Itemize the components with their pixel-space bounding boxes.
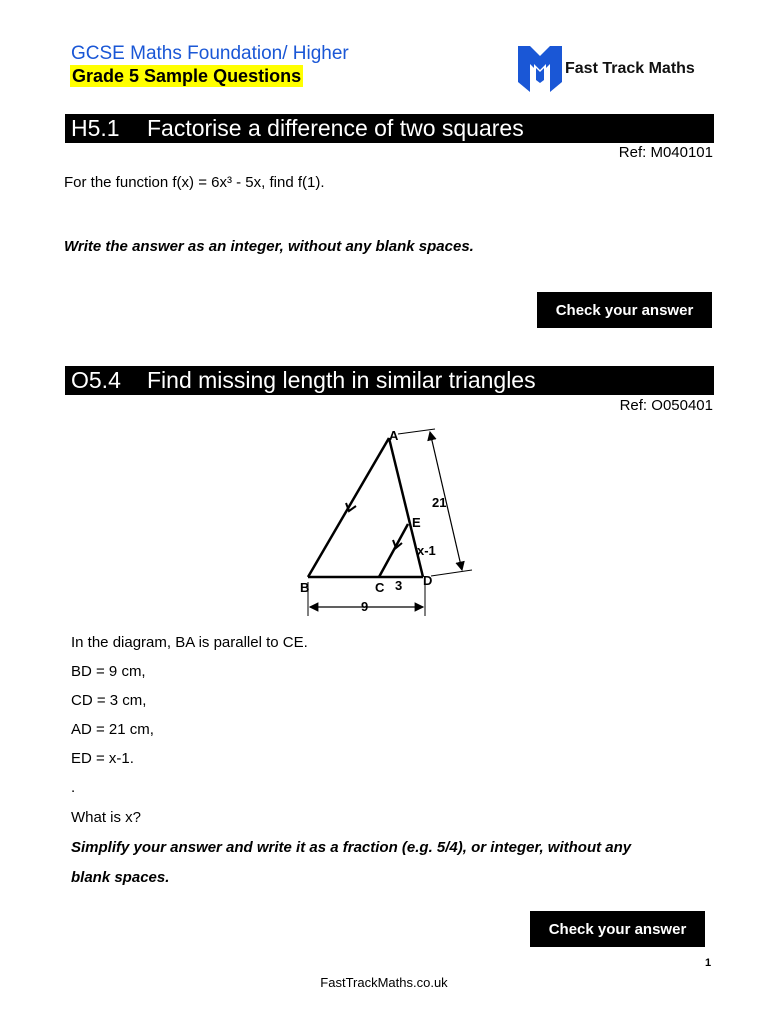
course-title: GCSE Maths Foundation/ Higher — [71, 43, 349, 64]
grade-label: Grade 5 Sample Questions — [72, 66, 302, 86]
question-line: What is x? — [71, 809, 142, 826]
check-answer-button[interactable]: Check your answer — [530, 911, 705, 947]
vertex-label-c: C — [375, 580, 385, 595]
logo-text: Fast Track Maths — [565, 60, 695, 77]
extension-line — [431, 570, 472, 576]
check-answer-button[interactable]: Check your answer — [537, 292, 712, 328]
vertex-label-a: A — [389, 428, 399, 443]
side-ce — [379, 524, 408, 577]
vertex-label-d: D — [423, 573, 433, 588]
question-line: BD = 9 cm, — [71, 663, 146, 680]
question-ref: Ref: M040101 — [618, 144, 713, 161]
question-line: ED = x-1. — [71, 750, 134, 767]
similar-triangles-diagram — [290, 424, 490, 620]
answer-instruction: Simplify your answer and write it as a fraction (e.g. 5/4), or integer, without any — [71, 839, 632, 856]
question-title: Find missing length in similar triangles — [147, 367, 536, 393]
question-heading — [65, 114, 714, 143]
question-heading — [65, 366, 714, 395]
dimension-label-bd: 9 — [361, 599, 369, 614]
answer-instruction-continued: blank spaces. — [71, 869, 170, 886]
answer-instruction: Write the answer as an integer, without any blank spaces. — [64, 238, 474, 255]
footer-site[interactable]: FastTrackMaths.co.uk — [320, 975, 448, 990]
dimension-label-ed: x-1 — [417, 543, 436, 558]
question-line: AD = 21 cm, — [71, 721, 154, 738]
fast-track-maths-logo-icon — [516, 42, 564, 94]
question-title: Factorise a difference of two squares — [147, 115, 524, 141]
vertex-label-b: B — [300, 580, 310, 595]
dimension-label-cd: 3 — [395, 578, 403, 593]
question-code: O5.4 — [71, 367, 121, 393]
question-code: H5.1 — [71, 115, 120, 141]
question-prompt: For the function f(x) = 6x³ - 5x, find f(1). — [64, 174, 325, 191]
page-number: 1 — [705, 957, 712, 969]
dimension-label-ad: 21 — [432, 495, 447, 510]
question-line: . — [71, 779, 76, 796]
vertex-label-e: E — [412, 515, 421, 530]
question-ref: Ref: O050401 — [619, 397, 713, 414]
question-line: CD = 3 cm, — [71, 692, 147, 709]
question-line: In the diagram, BA is parallel to CE. — [71, 634, 308, 651]
extension-line — [398, 429, 435, 434]
